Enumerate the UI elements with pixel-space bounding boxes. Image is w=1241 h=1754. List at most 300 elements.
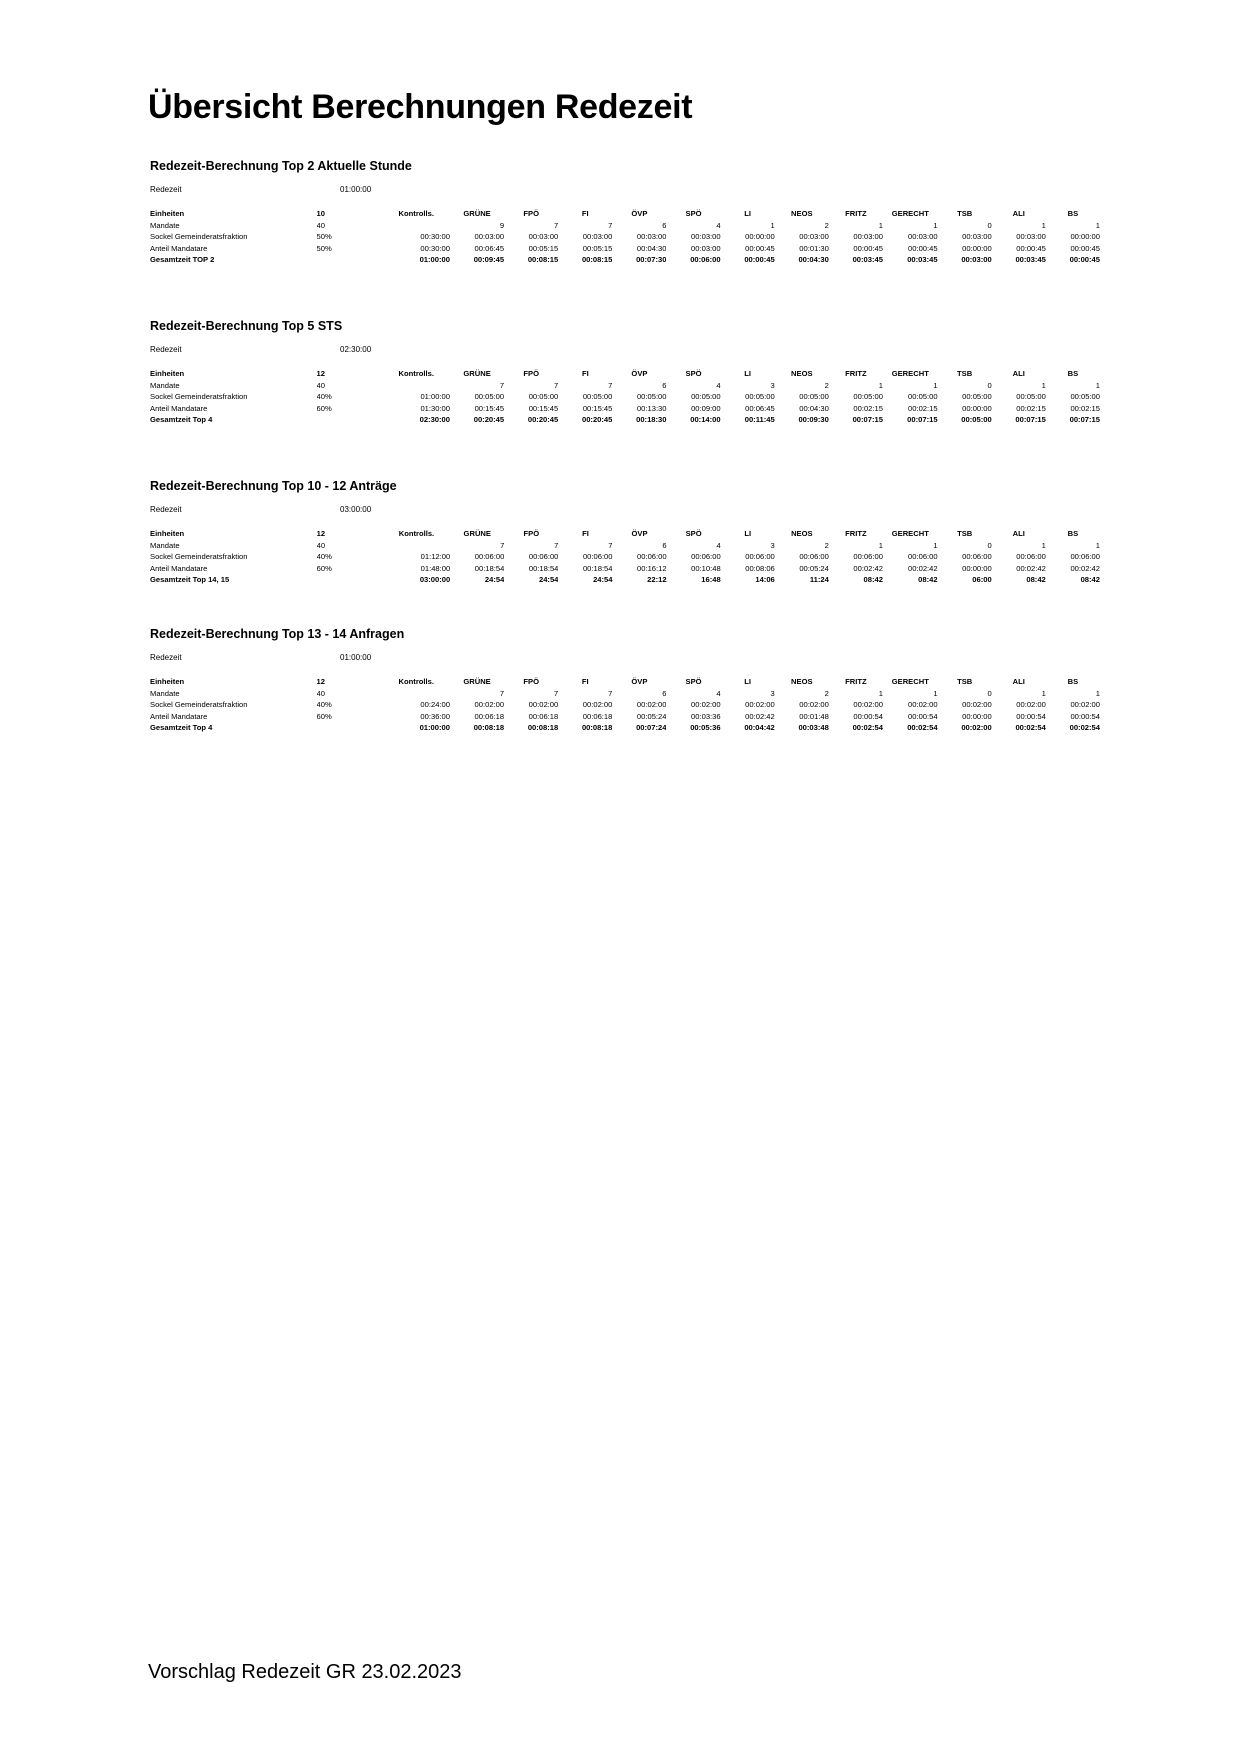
row-value: 00:03:45 bbox=[1015, 255, 1046, 264]
row-label: Gesamtzeit Top 4 bbox=[150, 723, 213, 732]
row-value: 00:18:54 bbox=[528, 563, 559, 573]
row-value: 4 bbox=[716, 688, 721, 698]
row-value: 00:05:00 bbox=[474, 392, 505, 401]
row-kontrolle: 00:36:00 bbox=[420, 711, 450, 721]
row-value: 00:06:45 bbox=[474, 243, 505, 253]
row-value: 4 bbox=[716, 380, 721, 390]
table-row bbox=[150, 231, 1100, 243]
redezeit-label: Redezeit bbox=[150, 185, 182, 194]
row-value: 00:06:18 bbox=[528, 711, 559, 721]
table-row bbox=[150, 722, 1100, 734]
row-value: 00:04:30 bbox=[798, 255, 829, 264]
row-value: 00:03:45 bbox=[907, 255, 938, 264]
row-value: 00:03:00 bbox=[474, 232, 505, 241]
header-row bbox=[150, 368, 1100, 380]
row-label: Gesamtzeit TOP 2 bbox=[150, 255, 215, 264]
table-row bbox=[150, 688, 1100, 700]
row-value: 00:00:00 bbox=[1070, 232, 1100, 241]
row-value: 00:00:54 bbox=[1016, 711, 1046, 721]
row-total: 40 bbox=[316, 540, 326, 550]
row-value: 00:07:15 bbox=[907, 415, 938, 424]
row-kontrolle bbox=[383, 380, 450, 392]
header-party: FPÖ bbox=[523, 209, 539, 218]
row-value: 00:03:00 bbox=[1016, 232, 1046, 241]
row-value: 00:05:15 bbox=[582, 243, 613, 253]
row-value: 00:07:24 bbox=[636, 723, 667, 732]
row-value: 00:03:45 bbox=[852, 255, 883, 264]
header-party: LI bbox=[744, 369, 752, 378]
row-value: 00:02:00 bbox=[908, 700, 938, 709]
header-party: GRÜNE bbox=[463, 369, 491, 378]
header-label: Einheiten bbox=[150, 209, 185, 218]
row-value: 7 bbox=[608, 540, 613, 550]
row-label: Anteil Mandatare bbox=[150, 563, 208, 573]
row-kontrolle: 01:12:00 bbox=[420, 552, 451, 561]
header-party: GRÜNE bbox=[463, 209, 491, 218]
table-row bbox=[150, 574, 1100, 586]
header-party: ÖVP bbox=[631, 529, 648, 538]
table-row bbox=[150, 540, 1100, 552]
redezeit-value: 01:00:00 bbox=[340, 185, 372, 194]
row-label: Sockel Gemeinderatsfraktion bbox=[150, 392, 248, 401]
header-party: NEOS bbox=[791, 209, 813, 218]
row-value: 1 bbox=[1095, 688, 1100, 698]
row-value: 00:06:00 bbox=[799, 552, 829, 561]
row-value: 9 bbox=[499, 220, 505, 230]
row-label: Gesamtzeit Top 4 bbox=[150, 415, 213, 424]
section-top-5 bbox=[150, 317, 1100, 426]
row-value: 00:00:54 bbox=[1070, 711, 1100, 721]
row-value: 00:08:18 bbox=[473, 723, 505, 732]
row-kontrolle: 00:30:00 bbox=[420, 232, 450, 241]
header-party: FI bbox=[581, 369, 589, 378]
header-party: LI bbox=[744, 529, 752, 538]
row-value: 00:02:42 bbox=[853, 563, 883, 573]
row-value: 22:12 bbox=[647, 575, 667, 584]
row-value: 00:02:15 bbox=[908, 403, 938, 413]
header-party: TSB bbox=[957, 529, 973, 538]
header-label: Einheiten bbox=[150, 369, 185, 378]
header-party: NEOS bbox=[791, 529, 813, 538]
table-row bbox=[150, 563, 1100, 575]
row-value: 00:13:30 bbox=[636, 403, 667, 413]
row-value: 06:00 bbox=[972, 575, 992, 584]
row-value: 00:05:36 bbox=[690, 723, 721, 732]
row-kontrolle: 01:00:00 bbox=[420, 392, 450, 401]
row-value: 00:14:00 bbox=[690, 415, 721, 424]
row-value: 00:08:18 bbox=[581, 723, 613, 732]
row-value: 00:05:00 bbox=[636, 392, 667, 401]
header-party: TSB bbox=[957, 677, 973, 686]
row-total: 60% bbox=[316, 403, 332, 413]
row-value: 14:06 bbox=[755, 575, 775, 584]
row-total bbox=[317, 254, 383, 266]
row-value: 00:06:00 bbox=[1070, 552, 1100, 561]
row-value: 00:07:15 bbox=[1015, 415, 1046, 424]
row-value: 00:00:54 bbox=[853, 711, 883, 721]
row-value: 00:02:42 bbox=[908, 563, 938, 573]
row-value: 1 bbox=[1041, 540, 1046, 550]
row-value: 00:03:48 bbox=[798, 723, 829, 732]
redezeit-value: 03:00:00 bbox=[340, 505, 372, 514]
row-value: 24:54 bbox=[593, 575, 613, 584]
header-party: ALI bbox=[1012, 209, 1025, 218]
row-value: 3 bbox=[770, 688, 775, 698]
row-value: 0 bbox=[987, 220, 992, 230]
row-value: 00:05:00 bbox=[908, 392, 938, 401]
row-kontrolle: 02:30:00 bbox=[419, 415, 450, 424]
row-value: 0 bbox=[987, 380, 992, 390]
calculation-table bbox=[150, 208, 1100, 266]
row-value: 6 bbox=[662, 220, 667, 230]
row-value: 00:06:00 bbox=[745, 552, 775, 561]
row-kontrolle: 01:00:00 bbox=[419, 723, 450, 732]
table-row bbox=[150, 391, 1100, 403]
row-kontrolle: 03:00:00 bbox=[419, 575, 451, 584]
row-value: 00:00:00 bbox=[962, 563, 992, 573]
row-value: 00:00:00 bbox=[745, 232, 775, 241]
row-value: 00:06:00 bbox=[853, 552, 883, 561]
section-title: Redezeit-Berechnung Top 10 - 12 Anträge bbox=[150, 479, 397, 493]
row-value: 00:05:00 bbox=[582, 392, 613, 401]
row-value: 16:48 bbox=[701, 575, 721, 584]
redezeit-value: 02:30:00 bbox=[340, 345, 372, 354]
row-value: 00:06:00 bbox=[690, 255, 721, 264]
row-value: 00:06:00 bbox=[474, 552, 505, 561]
row-value: 1 bbox=[1095, 540, 1100, 550]
row-value: 00:06:00 bbox=[1016, 552, 1046, 561]
row-value: 00:03:00 bbox=[962, 232, 992, 241]
row-kontrolle bbox=[383, 220, 450, 232]
row-value: 00:09:45 bbox=[473, 255, 505, 264]
redezeit-row bbox=[150, 184, 1100, 196]
row-value: 00:01:48 bbox=[799, 711, 829, 721]
row-total: 60% bbox=[316, 563, 332, 573]
table-row bbox=[150, 551, 1100, 563]
header-row bbox=[150, 208, 1100, 220]
row-total: 40 bbox=[316, 220, 325, 230]
header-party: BS bbox=[1067, 209, 1079, 218]
row-value: 00:05:00 bbox=[962, 392, 992, 401]
header-label: Einheiten bbox=[150, 677, 185, 686]
row-label: Mandate bbox=[150, 540, 180, 550]
row-value: 1 bbox=[933, 380, 938, 390]
header-party: FRITZ bbox=[845, 677, 867, 686]
row-value: 00:02:00 bbox=[853, 700, 883, 709]
row-value: 6 bbox=[662, 688, 667, 698]
table-row bbox=[150, 220, 1100, 232]
row-value: 00:02:00 bbox=[636, 700, 667, 709]
header-party: FI bbox=[581, 209, 589, 218]
table-body bbox=[150, 540, 1100, 586]
row-kontrolle bbox=[383, 540, 451, 552]
row-value: 00:02:00 bbox=[962, 700, 992, 709]
row-value: 00:16:12 bbox=[637, 563, 667, 573]
header-party: SPÖ bbox=[685, 677, 702, 686]
header-total: 12 bbox=[316, 529, 326, 538]
row-label: Sockel Gemeinderatsfraktion bbox=[150, 552, 248, 561]
header-party: FPÖ bbox=[523, 529, 540, 538]
row-value: 00:05:00 bbox=[853, 392, 883, 401]
row-value: 00:05:00 bbox=[528, 392, 559, 401]
section-title: Redezeit-Berechnung Top 2 Aktuelle Stunde bbox=[150, 159, 412, 173]
row-value: 00:00:45 bbox=[908, 243, 938, 253]
row-kontrolle: 01:30:00 bbox=[420, 403, 450, 413]
row-value: 6 bbox=[662, 380, 667, 390]
row-total: 50% bbox=[316, 232, 332, 241]
header-party: FPÖ bbox=[523, 677, 539, 686]
row-kontrolle: 00:24:00 bbox=[420, 700, 450, 709]
row-value: 00:04:30 bbox=[799, 403, 829, 413]
row-value: 00:06:00 bbox=[528, 552, 559, 561]
row-value: 1 bbox=[933, 540, 938, 550]
row-value: 00:00:54 bbox=[908, 711, 938, 721]
row-value: 00:03:00 bbox=[908, 232, 938, 241]
row-label: Anteil Mandatare bbox=[150, 403, 208, 413]
row-value: 00:20:45 bbox=[527, 415, 559, 424]
row-value: 00:04:42 bbox=[744, 723, 775, 732]
row-label: Gesamtzeit Top 14, 15 bbox=[150, 575, 230, 584]
row-value: 00:02:00 bbox=[691, 700, 721, 709]
table-row bbox=[150, 254, 1100, 266]
row-value: 24:54 bbox=[538, 575, 559, 584]
row-total: 40 bbox=[316, 688, 325, 698]
row-value: 00:07:15 bbox=[852, 415, 883, 424]
row-value: 00:03:00 bbox=[691, 232, 721, 241]
row-value: 00:02:54 bbox=[852, 723, 883, 732]
row-value: 6 bbox=[662, 540, 667, 550]
row-label: Mandate bbox=[150, 220, 180, 230]
row-value: 7 bbox=[608, 380, 613, 390]
header-party: LI bbox=[744, 677, 752, 686]
header-row bbox=[150, 528, 1100, 540]
row-value: 00:07:30 bbox=[636, 255, 667, 264]
row-value: 00:06:45 bbox=[745, 403, 775, 413]
row-value: 00:03:00 bbox=[636, 232, 667, 241]
section-title: Redezeit-Berechnung Top 5 STS bbox=[150, 319, 343, 333]
row-value: 00:00:45 bbox=[1070, 243, 1100, 253]
row-value: 00:05:24 bbox=[799, 563, 829, 573]
row-value: 08:42 bbox=[863, 575, 883, 584]
section-top-10-12 bbox=[150, 477, 1100, 586]
table-row bbox=[150, 403, 1100, 415]
row-value: 7 bbox=[554, 220, 559, 230]
redezeit-row bbox=[150, 344, 1100, 356]
header-party: TSB bbox=[957, 209, 973, 218]
row-value: 08:42 bbox=[918, 575, 938, 584]
header-party: ÖVP bbox=[631, 369, 648, 378]
row-value: 00:18:54 bbox=[582, 563, 613, 573]
header-kontrolle: Kontrolls. bbox=[398, 529, 435, 538]
header-party: SPÖ bbox=[685, 369, 702, 378]
row-label: Anteil Mandatare bbox=[150, 711, 208, 721]
redezeit-row bbox=[150, 504, 1100, 516]
row-label: Anteil Mandatare bbox=[150, 243, 208, 253]
row-value: 00:15:45 bbox=[528, 403, 559, 413]
header-party: GRÜNE bbox=[463, 677, 491, 686]
row-value: 00:05:00 bbox=[961, 415, 992, 424]
row-kontrolle: 01:48:00 bbox=[420, 563, 451, 573]
header-party: FPÖ bbox=[523, 369, 539, 378]
row-total: 40% bbox=[316, 552, 332, 561]
header-label: Einheiten bbox=[150, 529, 185, 538]
header-party: GERECHT bbox=[891, 677, 929, 686]
row-value: 00:10:48 bbox=[691, 563, 721, 573]
row-value: 00:00:00 bbox=[962, 711, 992, 721]
row-value: 1 bbox=[1095, 220, 1100, 230]
row-value: 3 bbox=[770, 380, 775, 390]
row-value: 0 bbox=[987, 688, 992, 698]
header-row bbox=[150, 676, 1100, 688]
row-value: 2 bbox=[824, 688, 829, 698]
redezeit-row bbox=[150, 652, 1100, 664]
header-party: ALI bbox=[1012, 529, 1025, 538]
table-header bbox=[150, 208, 1100, 220]
row-value: 00:08:06 bbox=[745, 563, 775, 573]
row-value: 00:02:15 bbox=[1070, 403, 1100, 413]
row-value: 00:02:54 bbox=[1069, 723, 1100, 732]
header-party: GERECHT bbox=[891, 369, 929, 378]
row-value: 00:08:18 bbox=[527, 723, 559, 732]
row-total: 60% bbox=[316, 711, 332, 721]
row-value: 00:06:00 bbox=[582, 552, 613, 561]
row-value: 00:01:30 bbox=[799, 243, 829, 253]
header-party: FI bbox=[581, 677, 589, 686]
row-value: 00:03:00 bbox=[853, 232, 883, 241]
header-party: FI bbox=[582, 529, 589, 538]
table-row bbox=[150, 380, 1100, 392]
row-value: 00:02:00 bbox=[474, 700, 505, 709]
section-top-2 bbox=[150, 157, 1100, 266]
row-value: 00:09:00 bbox=[691, 403, 721, 413]
row-value: 00:02:00 bbox=[961, 723, 992, 732]
header-party: FRITZ bbox=[845, 529, 867, 538]
row-value: 00:02:42 bbox=[1070, 563, 1100, 573]
row-total bbox=[317, 414, 383, 426]
row-value: 00:18:30 bbox=[636, 415, 667, 424]
row-value: 00:02:00 bbox=[582, 700, 613, 709]
header-total: 12 bbox=[316, 369, 325, 378]
row-value: 00:02:15 bbox=[1016, 403, 1046, 413]
row-value: 00:06:00 bbox=[691, 552, 721, 561]
row-value: 00:00:45 bbox=[744, 255, 775, 264]
page-title: Übersicht Berechnungen Redezeit bbox=[148, 88, 693, 126]
table-row bbox=[150, 243, 1100, 255]
table-body bbox=[150, 220, 1100, 266]
row-value: 00:05:24 bbox=[636, 711, 667, 721]
redezeit-label: Redezeit bbox=[150, 505, 182, 514]
row-value: 1 bbox=[1041, 380, 1046, 390]
row-value: 00:15:45 bbox=[474, 403, 505, 413]
redezeit-value: 01:00:00 bbox=[340, 653, 372, 662]
row-value: 08:42 bbox=[1026, 575, 1046, 584]
row-value: 1 bbox=[770, 220, 775, 230]
row-value: 00:03:00 bbox=[528, 232, 559, 241]
redezeit-label: Redezeit bbox=[150, 653, 182, 662]
row-value: 00:03:00 bbox=[799, 232, 829, 241]
row-value: 00:09:30 bbox=[798, 415, 829, 424]
row-label: Mandate bbox=[150, 380, 180, 390]
header-party: LI bbox=[744, 209, 752, 218]
row-value: 00:15:45 bbox=[582, 403, 613, 413]
row-value: 7 bbox=[608, 688, 613, 698]
row-value: 00:03:00 bbox=[691, 243, 721, 253]
row-value: 00:02:15 bbox=[853, 403, 883, 413]
header-kontrolle: Kontrolls. bbox=[398, 677, 434, 686]
header-party: SPÖ bbox=[685, 529, 702, 538]
row-value: 2 bbox=[824, 540, 829, 550]
row-value: 7 bbox=[608, 220, 613, 230]
row-value: 08:42 bbox=[1080, 575, 1100, 584]
row-value: 00:20:45 bbox=[473, 415, 505, 424]
row-value: 1 bbox=[878, 380, 883, 390]
table-body bbox=[150, 688, 1100, 734]
row-value: 00:02:54 bbox=[1015, 723, 1046, 732]
table-row bbox=[150, 414, 1100, 426]
row-value: 00:05:15 bbox=[528, 243, 559, 253]
row-value: 00:18:54 bbox=[474, 563, 505, 573]
row-value: 00:00:45 bbox=[1016, 243, 1046, 253]
row-value: 00:06:18 bbox=[474, 711, 505, 721]
row-value: 00:08:15 bbox=[581, 255, 613, 264]
row-value: 00:00:00 bbox=[962, 243, 992, 253]
header-kontrolle: Kontrolls. bbox=[398, 209, 434, 218]
row-value: 00:00:45 bbox=[745, 243, 775, 253]
row-value: 00:02:54 bbox=[907, 723, 938, 732]
header-party: GERECHT bbox=[891, 529, 929, 538]
row-value: 11:24 bbox=[809, 575, 829, 584]
row-value: 1 bbox=[1041, 688, 1046, 698]
row-value: 1 bbox=[878, 220, 883, 230]
header-party: NEOS bbox=[791, 677, 813, 686]
row-value: 4 bbox=[716, 220, 721, 230]
row-value: 7 bbox=[554, 380, 559, 390]
header-party: BS bbox=[1067, 529, 1079, 538]
row-value: 00:03:36 bbox=[691, 711, 721, 721]
row-value: 1 bbox=[878, 688, 883, 698]
row-kontrolle bbox=[383, 688, 450, 700]
table-header bbox=[150, 676, 1100, 688]
calculation-table bbox=[150, 528, 1100, 586]
header-party: ÖVP bbox=[631, 209, 648, 218]
table-row bbox=[150, 711, 1100, 723]
header-party: BS bbox=[1067, 677, 1079, 686]
row-value: 00:02:00 bbox=[1016, 700, 1046, 709]
row-total: 40% bbox=[316, 392, 332, 401]
row-value: 24:54 bbox=[484, 575, 505, 584]
row-value: 00:00:45 bbox=[1069, 255, 1100, 264]
row-value: 7 bbox=[499, 380, 505, 390]
row-total: 40 bbox=[316, 380, 325, 390]
row-value: 00:07:15 bbox=[1069, 415, 1100, 424]
header-party: BS bbox=[1067, 369, 1079, 378]
header-party: ALI bbox=[1012, 677, 1025, 686]
row-value: 00:02:42 bbox=[1016, 563, 1046, 573]
row-value: 1 bbox=[878, 540, 883, 550]
row-value: 0 bbox=[987, 540, 992, 550]
row-value: 00:05:00 bbox=[799, 392, 829, 401]
row-value: 1 bbox=[933, 688, 938, 698]
row-value: 7 bbox=[499, 688, 505, 698]
row-value: 00:03:00 bbox=[961, 255, 992, 264]
header-party: FRITZ bbox=[845, 209, 867, 218]
table-header bbox=[150, 528, 1100, 540]
row-value: 1 bbox=[1041, 220, 1046, 230]
row-value: 00:00:00 bbox=[962, 403, 992, 413]
row-value: 00:06:00 bbox=[962, 552, 992, 561]
row-label: Sockel Gemeinderatsfraktion bbox=[150, 232, 248, 241]
row-value: 7 bbox=[500, 540, 505, 550]
